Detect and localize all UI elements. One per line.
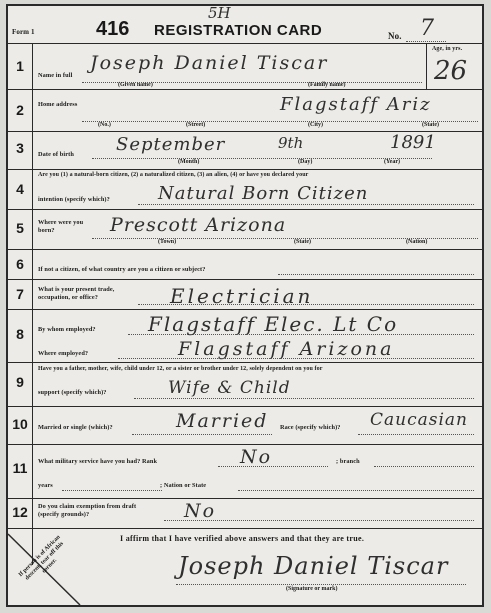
occupation-value: Electrician — [170, 284, 314, 308]
employer-label: By whom employed? — [38, 326, 96, 333]
citizenship-question: Are you (1) a natural-born citizen, (2) a naturalized citizen, (3) an alien, (4) or have you declared your — [38, 172, 309, 178]
row-number: 9 — [16, 374, 24, 390]
row-divider — [8, 89, 482, 90]
family-name-caption: (Family name) — [308, 82, 346, 88]
birthplace-caption-nation: (Nation) — [406, 239, 428, 245]
name-label: Name in full — [38, 72, 73, 79]
row-number: 4 — [16, 181, 24, 197]
birth-caption-year: (Year) — [384, 159, 400, 165]
birth-month-value: September — [116, 134, 226, 155]
signature: Joseph Daniel Tiscar — [178, 552, 449, 580]
birthplace-caption-town: (Town) — [158, 239, 177, 245]
card-number-handwritten: 5H — [208, 4, 231, 22]
card-title: REGISTRATION CARD — [154, 22, 323, 39]
citizenship-underline — [138, 204, 474, 205]
card-number: 416 — [96, 18, 130, 40]
race-label: Race (specify which)? — [280, 424, 341, 431]
birth-caption-day: (Day) — [298, 159, 313, 165]
row-divider — [8, 362, 482, 363]
birthplace-value: Prescott Arizona — [110, 214, 287, 236]
marital-status-label: Married or single (which)? — [38, 424, 113, 431]
dependents-question: Have you a father, mother, wife, child under 12, or a sister or brother under 12, solely dependent on you for — [38, 366, 323, 372]
nation-state-label: ; Nation or State — [160, 482, 207, 489]
name-value: Joseph Daniel Tiscar — [90, 52, 329, 74]
birth-year-value: 1891 — [390, 132, 436, 153]
employment-place-underline — [118, 358, 474, 359]
row-number: 7 — [16, 286, 24, 302]
row-number: 3 — [16, 140, 24, 156]
branch-underline — [374, 466, 474, 467]
row-divider — [8, 249, 482, 250]
marital-status-value: Married — [176, 410, 269, 432]
dependents-underline — [134, 398, 474, 399]
header-divider — [8, 43, 482, 44]
row-divider — [8, 209, 482, 210]
signature-underline — [176, 584, 466, 585]
citizenship-intention-label: intention (specify which)? — [38, 196, 110, 203]
row-divider — [8, 406, 482, 407]
number-column — [8, 43, 33, 565]
occupation-label: What is your present trade, occupation, or office? — [38, 286, 115, 301]
no-underline — [406, 41, 446, 42]
birth-underline — [92, 158, 432, 159]
address-caption-city: (City) — [308, 122, 323, 128]
row-number: 8 — [16, 326, 24, 342]
rank-underline — [218, 466, 328, 467]
nation-state-underline — [238, 490, 474, 491]
exemption-value: No — [184, 500, 217, 522]
foreign-citizenship-label: If not a citizen, of what country are you a citizen or subject? — [38, 266, 206, 273]
employer-value: Flagstaff Elec. Lt Co — [148, 312, 399, 336]
birth-caption-month: (Month) — [178, 159, 200, 165]
age-value: 26 — [434, 56, 468, 86]
no-value: 7 — [420, 16, 434, 41]
row-number: 10 — [12, 416, 28, 432]
row-number: 5 — [16, 220, 24, 236]
citizenship-value: Natural Born Citizen — [158, 183, 369, 204]
dependents-value: Wife & Child — [168, 378, 291, 398]
address-caption-street: (Street) — [186, 122, 206, 128]
row-number: 1 — [16, 58, 24, 74]
exemption-underline — [164, 520, 474, 521]
home-address-value: Flagstaff Ariz — [280, 94, 432, 115]
registration-card — [6, 4, 484, 607]
birthplace-caption-state: (State) — [294, 239, 311, 245]
row-number: 2 — [16, 102, 24, 118]
race-value: Caucasian — [370, 410, 468, 430]
dependents-label: support (specify which)? — [38, 389, 107, 396]
military-rank-value: No — [240, 446, 273, 468]
birth-day-value: 9th — [278, 134, 304, 152]
row-number: 6 — [16, 256, 24, 272]
affirmation-text: I affirm that I have verified above answers and that they are true. — [120, 534, 365, 543]
address-underline — [82, 121, 478, 122]
signature-caption: (Signature or mark) — [286, 586, 338, 592]
military-service-label: What military service have you had? Rank — [38, 458, 158, 465]
employment-place-value: Flagstaff Arizona — [178, 338, 395, 360]
row-divider — [8, 279, 482, 280]
years-underline — [62, 490, 162, 491]
age-label: Age, in yrs. — [432, 46, 463, 52]
row-number: 11 — [12, 460, 28, 476]
form-label: Form 1 — [12, 28, 35, 36]
employer-underline — [128, 334, 474, 335]
employment-place-label: Where employed? — [38, 350, 89, 357]
foreign-citizenship-underline — [278, 274, 474, 275]
exemption-label: Do you claim exemption from draft (specify grounds)? — [38, 503, 137, 518]
marital-underline — [132, 434, 272, 435]
address-caption-no: (No.) — [98, 122, 111, 128]
corner-note: If person is of African descent, tear off this corner. — [17, 534, 65, 582]
no-label: No. — [388, 31, 402, 41]
birthplace-label: Where were you born? — [38, 219, 84, 234]
address-caption-state: (State) — [422, 122, 439, 128]
row-divider — [8, 309, 482, 310]
row-divider — [8, 169, 482, 170]
birth-date-label: Date of birth — [38, 151, 74, 158]
home-address-label: Home address — [38, 101, 78, 108]
occupation-underline — [138, 304, 474, 305]
row-number: 12 — [12, 504, 28, 520]
branch-label: ; branch — [336, 458, 360, 465]
row-divider — [8, 444, 482, 445]
given-name-caption: (Given name) — [118, 82, 153, 88]
race-underline — [358, 434, 474, 435]
row-divider — [8, 498, 482, 499]
years-label: years — [38, 482, 53, 489]
